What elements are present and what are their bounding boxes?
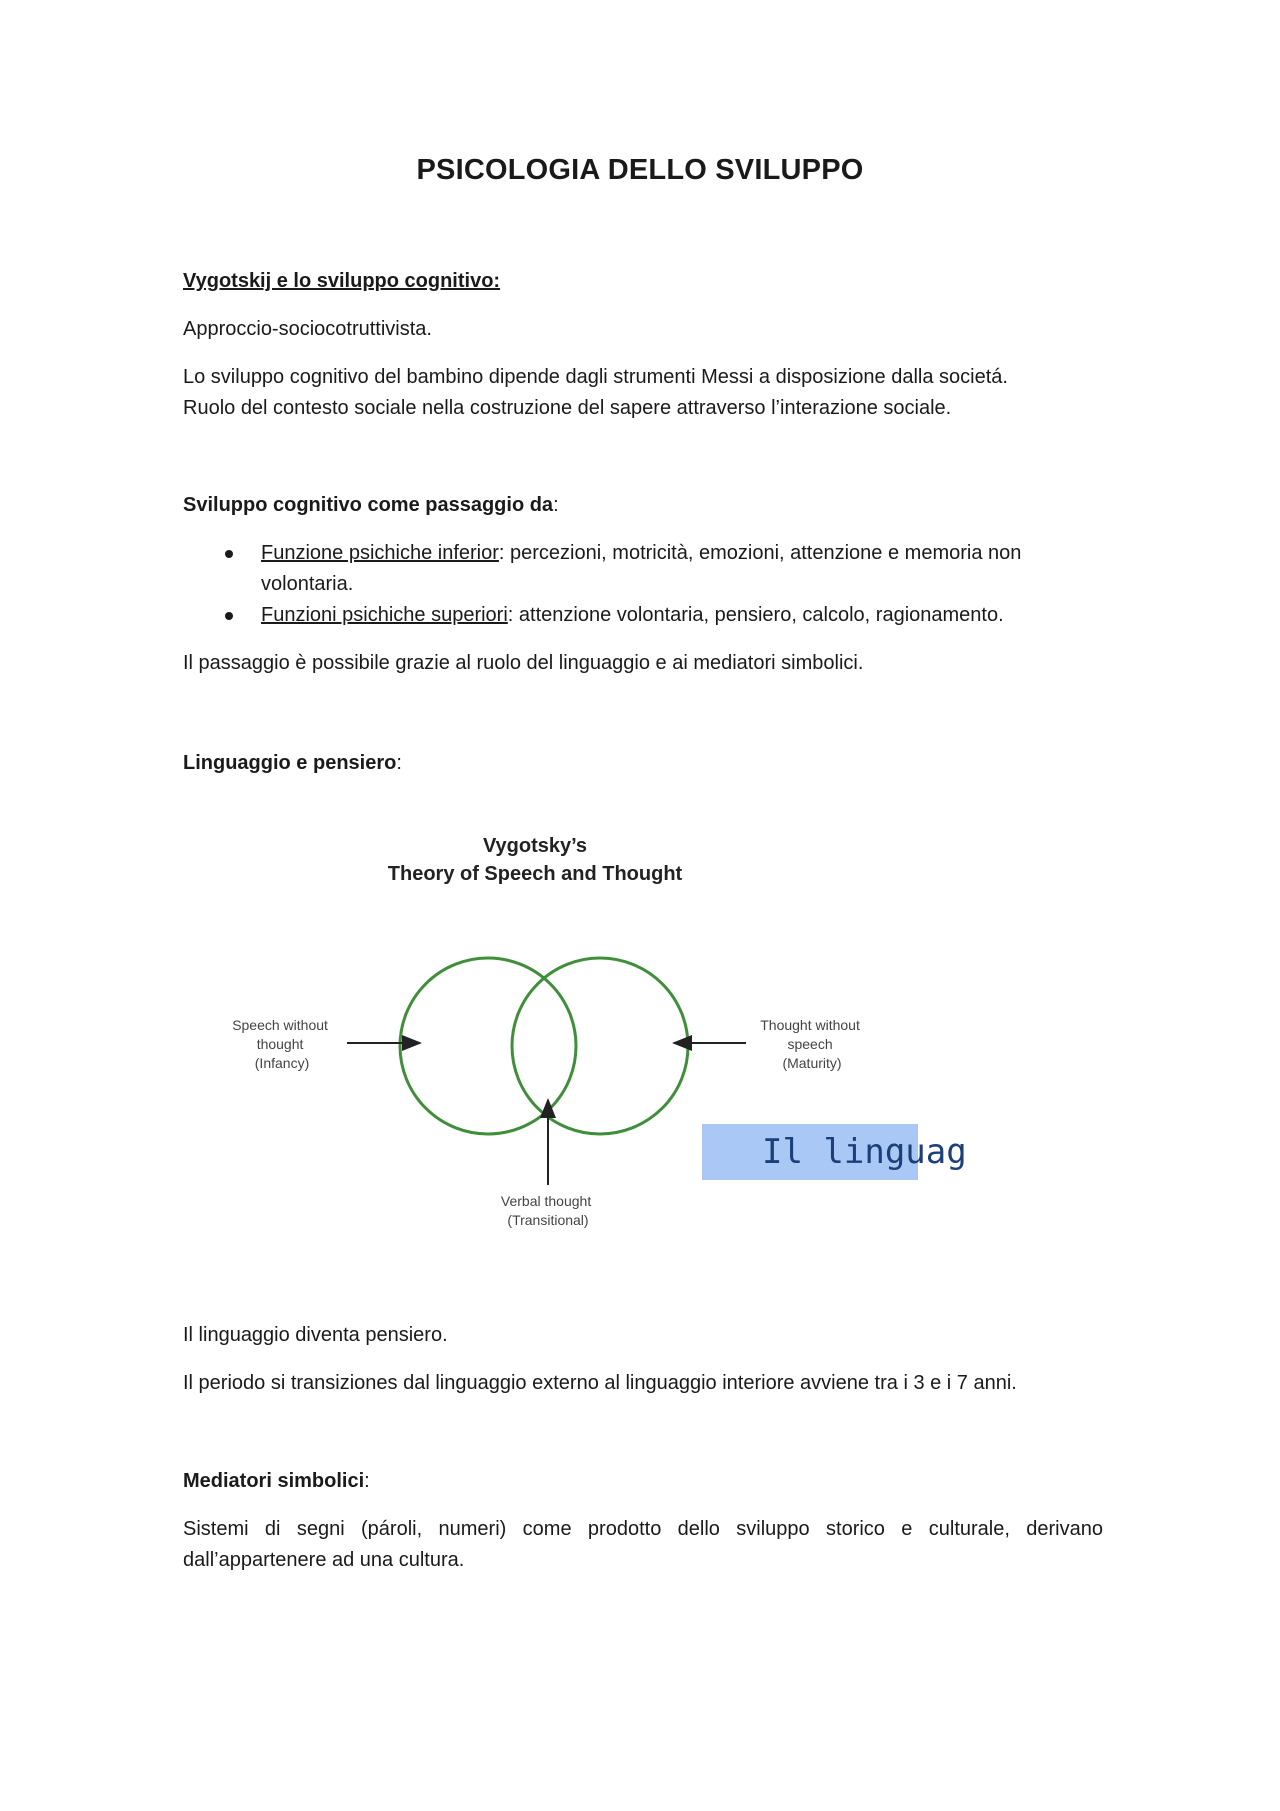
section-heading-vygotskij: Vygotskij e lo sviluppo cognitivo:	[183, 270, 501, 292]
paragraph-mediatori-line2: dall’appartenere ad una cultura.	[183, 1549, 465, 1571]
left-label-line1: Speech without	[232, 1017, 328, 1033]
bottom-label-line2: (Transitional)	[507, 1212, 589, 1228]
paragraph-periodo: Il periodo si transiziones dal linguaggio externo al linguaggio interiore avviene tra i 3 e i 7 anni.	[183, 1372, 1017, 1394]
list-item: Funzioni psichiche superiori: attenzione volontaria, pensiero, calcolo, ragionamento.	[183, 600, 1103, 631]
list-item: Funzione psichiche inferior: percezioni, motricità, emozioni, attenzione e memoria non volontaria.	[183, 538, 1103, 600]
paragraph-passaggio: Il passaggio è possibile grazie al ruolo del linguaggio e ai mediatori simbolici.	[183, 652, 864, 674]
section-passaggio	[183, 490, 1103, 679]
bottom-label-line1: Verbal thought	[500, 1193, 592, 1209]
section-heading-passaggio: Sviluppo cognitivo come passaggio da:	[183, 494, 559, 516]
left-label-line3: (Infancy)	[254, 1055, 310, 1071]
thought-circle	[512, 958, 688, 1134]
speech-circle	[400, 958, 576, 1134]
paragraph-linguaggio-pensiero: Il linguaggio diventa pensiero.	[183, 1324, 448, 1346]
section-heading-mediatori: Mediatori simbolici:	[183, 1470, 370, 1492]
overlay-text: Il linguag	[762, 1132, 967, 1172]
svg-text:Verbal thought (Transi	[501, 1193, 595, 1228]
section-vygotskij	[183, 266, 1103, 424]
paragraph-approach: Approccio-sociocotruttivista.	[183, 318, 432, 340]
function-label: Funzione psichiche inferior	[261, 542, 499, 564]
right-label-line2: speech	[787, 1036, 833, 1052]
page-title: PSICOLOGIA DELLO SVILUPPO	[416, 154, 864, 186]
paragraph-development-line2: Ruolo del contesto sociale nella costruzione del sapere attraverso l’interazione sociale.	[183, 397, 952, 419]
svg-text:Thought without speech	[760, 1017, 864, 1071]
left-label-line2: thought	[256, 1036, 304, 1052]
section-linguaggio	[183, 748, 1103, 779]
right-label-line3: (Maturity)	[782, 1055, 842, 1071]
right-label-line1: Thought without	[760, 1017, 860, 1033]
function-label: Funzioni psichiche superiori	[261, 604, 508, 626]
section-mediatori	[183, 1466, 1103, 1576]
section-heading-linguaggio: Linguaggio e pensiero:	[183, 752, 402, 774]
paragraph-mediatori-line1: Sistemi di segni (pároli, numeri) come prodotto dello sviluppo storico e culturale, derivano	[183, 1518, 1103, 1540]
svg-text:Speech without thought	[232, 1017, 332, 1071]
diagram-title-line1: Vygotsky’s	[482, 835, 588, 857]
diagram-title-line2: Theory of Speech and Thought	[387, 863, 683, 885]
bullet-icon	[225, 550, 233, 558]
section-linguaggio-text	[183, 1320, 1103, 1399]
paragraph-development-line1: Lo sviluppo cognitivo del bambino dipende dagli strumenti Messi a disposizione dalla societá.	[183, 366, 1008, 388]
functions-list	[183, 538, 1103, 631]
bullet-icon	[225, 612, 233, 620]
text-selection-overlay	[702, 1124, 967, 1180]
